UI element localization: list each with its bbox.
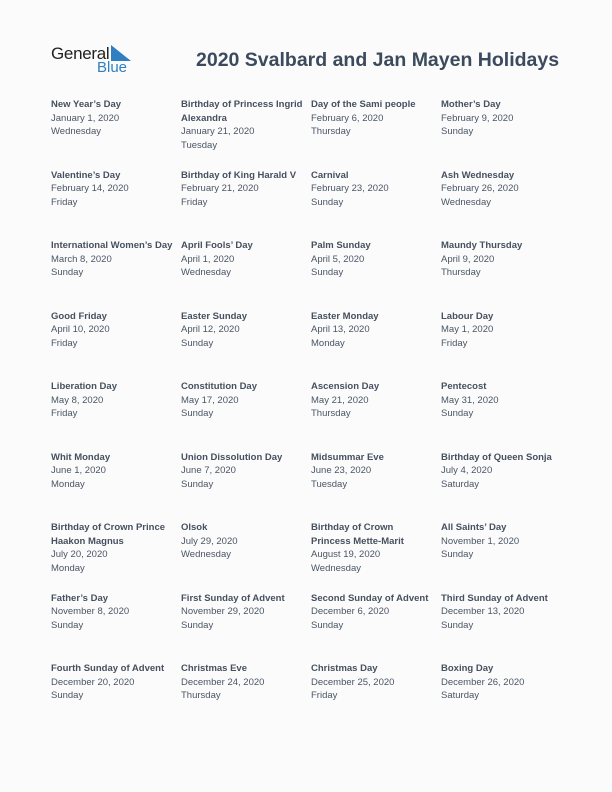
- holiday-name: Father’s Day: [51, 592, 109, 604]
- holiday-name: Union Dissolution Day: [181, 451, 283, 463]
- holiday-item: [51, 169, 181, 240]
- holiday-day: Sunday: [181, 408, 214, 420]
- holiday-date: April 9, 2020: [441, 253, 495, 265]
- holiday-day: Friday: [181, 196, 208, 208]
- holiday-date: February 21, 2020: [181, 183, 259, 195]
- holiday-date: July 29, 2020: [181, 535, 238, 547]
- holiday-name: Olsok: [181, 522, 208, 533]
- holiday-item: [311, 521, 441, 592]
- holiday-item: [51, 592, 181, 663]
- holiday-date: July 4, 2020: [441, 465, 493, 477]
- holiday-name: Labour Day: [441, 310, 494, 322]
- holiday-name: Birthday of Princess Ingrid Alexandra: [181, 99, 303, 124]
- holiday-date: November 1, 2020: [441, 535, 520, 547]
- holiday-name: Birthday of King Harald V: [181, 169, 297, 181]
- holiday-date: May 8, 2020: [51, 394, 104, 406]
- holiday-day: Sunday: [51, 619, 84, 631]
- holiday-name: Easter Monday: [311, 310, 379, 322]
- holiday-date: April 1, 2020: [181, 253, 235, 265]
- holiday-name: Easter Sunday: [181, 310, 247, 322]
- holiday-date: December 26, 2020: [441, 676, 525, 688]
- holiday-date: April 13, 2020: [311, 324, 370, 336]
- holiday-item: [311, 380, 441, 451]
- holiday-date: June 1, 2020: [51, 465, 106, 477]
- holiday-item: [51, 310, 181, 381]
- holiday-day: Sunday: [441, 126, 474, 138]
- holiday-name: All Saints’ Day: [441, 522, 507, 533]
- holiday-item: [311, 169, 441, 240]
- holiday-day: Wednesday: [441, 196, 491, 208]
- holiday-day: Friday: [311, 690, 338, 702]
- holiday-item: [441, 521, 571, 592]
- logo-blue-text: Blue: [97, 59, 128, 76]
- generalblue-logo: [51, 44, 141, 78]
- holiday-name: First Sunday of Advent: [181, 592, 285, 604]
- holiday-item: [181, 380, 311, 451]
- holiday-date: July 20, 2020: [51, 549, 108, 561]
- holiday-item: [441, 98, 571, 169]
- holiday-name: Maundy Thursday: [441, 240, 523, 251]
- holiday-item: [181, 169, 311, 240]
- holiday-date: August 19, 2020: [311, 549, 381, 561]
- holiday-day: Monday: [51, 562, 85, 574]
- holiday-day: Sunday: [51, 690, 84, 702]
- holiday-item: [51, 451, 181, 522]
- holiday-day: Thursday: [311, 408, 351, 420]
- holiday-date: December 6, 2020: [311, 606, 390, 618]
- holiday-day: Sunday: [311, 196, 344, 208]
- holiday-day: Tuesday: [181, 139, 218, 151]
- holiday-day: Thursday: [441, 267, 481, 279]
- holiday-name: Third Sunday of Advent: [441, 592, 548, 604]
- holiday-date: November 8, 2020: [51, 606, 130, 618]
- holiday-item: [181, 98, 311, 169]
- holiday-date: April 5, 2020: [311, 253, 365, 265]
- holiday-item: [51, 521, 181, 592]
- page-title: 2020 Svalbard and Jan Mayen Holidays: [196, 49, 560, 71]
- holiday-item: [441, 662, 571, 733]
- holiday-day: Sunday: [181, 478, 214, 490]
- holiday-item: [311, 98, 441, 169]
- holiday-date: March 8, 2020: [51, 253, 112, 265]
- holiday-name: Valentine’s Day: [51, 169, 121, 181]
- holiday-grid: [51, 98, 571, 733]
- holiday-item: [181, 592, 311, 663]
- holiday-name: Christmas Eve: [181, 663, 248, 674]
- holiday-name: Good Friday: [51, 310, 107, 322]
- holiday-item: [441, 310, 571, 381]
- holiday-name: Birthday of Crown Princess Mette-Marit: [311, 522, 404, 547]
- holiday-name: Birthday of Queen Sonja: [441, 451, 552, 463]
- holiday-item: [441, 239, 571, 310]
- holiday-item: [311, 592, 441, 663]
- holiday-date: November 29, 2020: [181, 606, 265, 618]
- holiday-day: Sunday: [51, 267, 84, 279]
- holiday-name: International Women’s Day: [51, 240, 173, 251]
- holiday-item: [181, 521, 311, 592]
- holiday-date: December 25, 2020: [311, 676, 395, 688]
- holiday-name: Carnival: [311, 169, 349, 181]
- holiday-date: January 21, 2020: [181, 126, 255, 138]
- holiday-item: [51, 98, 181, 169]
- holiday-name: Midsummar Eve: [311, 451, 384, 463]
- holiday-date: February 14, 2020: [51, 183, 129, 195]
- holiday-day: Thursday: [181, 690, 221, 702]
- holiday-date: February 23, 2020: [311, 183, 389, 195]
- holiday-date: June 7, 2020: [181, 465, 236, 477]
- holiday-day: Saturday: [441, 690, 480, 702]
- holiday-day: Sunday: [441, 619, 474, 631]
- holiday-date: February 6, 2020: [311, 112, 384, 124]
- holiday-name: Constitution Day: [181, 381, 257, 392]
- holiday-name: Palm Sunday: [311, 240, 371, 251]
- holiday-name: Fourth Sunday of Advent: [51, 663, 165, 674]
- holiday-day: Monday: [311, 337, 345, 349]
- holiday-date: December 20, 2020: [51, 676, 135, 688]
- holiday-day: Sunday: [441, 408, 474, 420]
- holiday-day: Wednesday: [181, 549, 231, 561]
- holiday-date: May 17, 2020: [181, 394, 239, 406]
- holiday-name: Ascension Day: [311, 381, 380, 392]
- holiday-item: [311, 310, 441, 381]
- holiday-item: [441, 592, 571, 663]
- holiday-name: Second Sunday of Advent: [311, 592, 429, 604]
- holiday-name: Boxing Day: [441, 663, 494, 674]
- holiday-name: Day of the Sami people: [311, 99, 416, 110]
- holiday-date: February 9, 2020: [441, 112, 514, 124]
- holiday-name: Whit Monday: [51, 451, 111, 463]
- holiday-date: December 24, 2020: [181, 676, 265, 688]
- holiday-day: Sunday: [441, 549, 474, 561]
- holiday-item: [181, 239, 311, 310]
- holiday-name: Pentecost: [441, 381, 487, 392]
- holiday-day: Friday: [51, 196, 78, 208]
- holiday-name: Birthday of Crown Prince Haakon Magnus: [51, 522, 166, 547]
- holiday-item: [181, 310, 311, 381]
- holiday-item: [311, 239, 441, 310]
- holiday-date: May 1, 2020: [441, 324, 494, 336]
- holiday-day: Tuesday: [311, 478, 348, 490]
- holiday-day: Wednesday: [51, 126, 101, 138]
- holiday-day: Sunday: [311, 267, 344, 279]
- holiday-date: May 31, 2020: [441, 394, 499, 406]
- holiday-day: Sunday: [311, 619, 344, 631]
- holiday-date: January 1, 2020: [51, 112, 120, 124]
- holiday-day: Monday: [51, 478, 85, 490]
- holiday-date: April 10, 2020: [51, 324, 110, 336]
- holiday-item: [51, 239, 181, 310]
- holiday-day: Sunday: [181, 337, 214, 349]
- holiday-day: Sunday: [181, 619, 214, 631]
- holiday-day: Saturday: [441, 478, 480, 490]
- holiday-name: New Year’s Day: [51, 99, 122, 110]
- holiday-item: [181, 451, 311, 522]
- holiday-item: [311, 662, 441, 733]
- holiday-day: Thursday: [311, 126, 351, 138]
- holiday-name: Liberation Day: [51, 381, 117, 392]
- logo-general-text: General: [51, 44, 110, 63]
- holiday-item: [441, 451, 571, 522]
- holiday-item: [311, 451, 441, 522]
- holiday-day: Friday: [51, 408, 78, 420]
- holiday-day: Wednesday: [181, 267, 231, 279]
- holiday-date: June 23, 2020: [311, 465, 372, 477]
- holiday-item: [441, 169, 571, 240]
- holiday-item: [181, 662, 311, 733]
- holiday-date: December 13, 2020: [441, 606, 525, 618]
- holiday-day: Friday: [51, 337, 78, 349]
- holiday-item: [51, 662, 181, 733]
- holiday-date: April 12, 2020: [181, 324, 240, 336]
- holiday-name: Christmas Day: [311, 663, 378, 674]
- holiday-name: April Fools’ Day: [181, 240, 253, 251]
- holiday-name: Ash Wednesday: [441, 169, 515, 181]
- holiday-day: Friday: [441, 337, 468, 349]
- holiday-item: [441, 380, 571, 451]
- holiday-item: [51, 380, 181, 451]
- holiday-day: Wednesday: [311, 562, 361, 574]
- holiday-date: February 26, 2020: [441, 183, 519, 195]
- holiday-date: May 21, 2020: [311, 394, 369, 406]
- holiday-name: Mother’s Day: [441, 99, 501, 110]
